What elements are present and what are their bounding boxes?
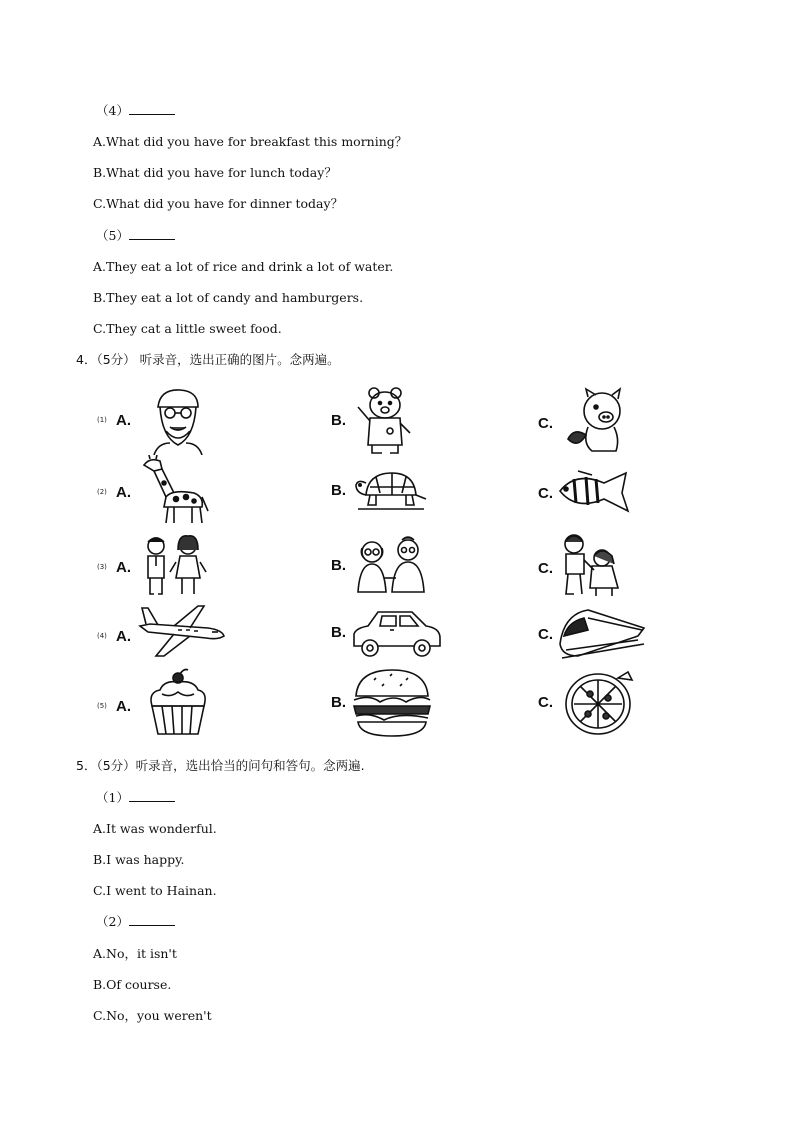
option-text: A.It was wonderful. — [93, 821, 217, 836]
option-letter-b: B. — [331, 624, 346, 641]
boy-and-girl-icon[interactable] — [134, 532, 212, 602]
item-label-text: （5） — [96, 228, 129, 243]
man-with-glasses-icon[interactable] — [140, 385, 218, 455]
item-5-label — [96, 228, 175, 244]
option-text: B.I was happy. — [93, 852, 185, 867]
teddy-bear-icon[interactable] — [350, 385, 428, 455]
option-text: C.What did you have for dinner today？ — [93, 196, 344, 211]
picture-row-5 — [0, 668, 794, 738]
option-letter-c: C. — [538, 415, 553, 432]
airplane-icon[interactable] — [138, 604, 226, 660]
item-label-text: （4） — [96, 103, 129, 118]
option-text: B.Of course. — [93, 977, 172, 992]
kids-playing-icon[interactable] — [556, 530, 634, 600]
option-letter-a: A. — [116, 412, 131, 429]
answer-blank[interactable] — [129, 915, 175, 926]
answer-blank[interactable] — [129, 229, 175, 240]
row-number: (2) — [97, 488, 107, 496]
picture-row-2 — [0, 455, 794, 525]
turtle-icon[interactable] — [350, 465, 428, 515]
option-letter-b: B. — [331, 482, 346, 499]
option-letter-b: B. — [331, 694, 346, 711]
item-1-label — [96, 790, 175, 806]
question-5-heading: 5．（5分）听录音，选出恰当的问句和答句。念两遍. — [76, 758, 365, 773]
option-text: C.I went to Hainan. — [93, 883, 217, 898]
option-letter-c: C. — [538, 626, 553, 643]
option-letter-b: B. — [331, 412, 346, 429]
option-letter-a: A. — [116, 698, 131, 715]
car-icon[interactable] — [350, 608, 444, 660]
option-letter-c: C. — [538, 485, 553, 502]
option-text: A.What did you have for breakfast this morning？ — [93, 134, 408, 149]
row-number: (5) — [97, 702, 107, 710]
option-letter-a: A. — [116, 484, 131, 501]
option-letter-a: A. — [116, 559, 131, 576]
answer-blank[interactable] — [129, 104, 175, 115]
cupcake-icon[interactable] — [140, 668, 218, 738]
item-label-text: （1） — [96, 790, 129, 805]
row-number: (1) — [97, 416, 107, 424]
item-2-label — [96, 914, 175, 930]
option-letter-c: C. — [538, 560, 553, 577]
train-icon[interactable] — [558, 604, 646, 660]
option-text: C.No，you weren't — [93, 1008, 212, 1023]
item-4-label — [96, 103, 175, 119]
picture-row-4 — [0, 602, 794, 672]
option-letter-a: A. — [116, 628, 131, 645]
option-letter-c: C. — [538, 694, 553, 711]
option-letter-b: B. — [331, 557, 346, 574]
hamburger-icon[interactable] — [350, 668, 434, 738]
option-text: A.No，it isn't — [93, 946, 177, 961]
answer-blank[interactable] — [129, 791, 175, 802]
pizza-icon[interactable] — [562, 670, 636, 736]
grandparents-icon[interactable] — [350, 534, 428, 604]
picture-row-1 — [0, 385, 794, 455]
item-label-text: （2） — [96, 914, 129, 929]
giraffe-icon[interactable] — [136, 455, 214, 525]
option-text: B.What did you have for lunch today？ — [93, 165, 337, 180]
picture-row-3 — [0, 530, 794, 600]
pig-toy-icon[interactable] — [558, 387, 636, 457]
option-text: B.They eat a lot of candy and hamburgers. — [93, 290, 364, 305]
fish-icon[interactable] — [556, 467, 634, 517]
question-4-heading: 4．（5分） 听录音，选出正确的图片。念两遍。 — [76, 352, 340, 367]
row-number: (3) — [97, 563, 107, 571]
option-text: A.They eat a lot of rice and drink a lot of water. — [93, 259, 394, 274]
row-number: (4) — [97, 632, 107, 640]
option-text: C.They cat a little sweet food. — [93, 321, 282, 336]
